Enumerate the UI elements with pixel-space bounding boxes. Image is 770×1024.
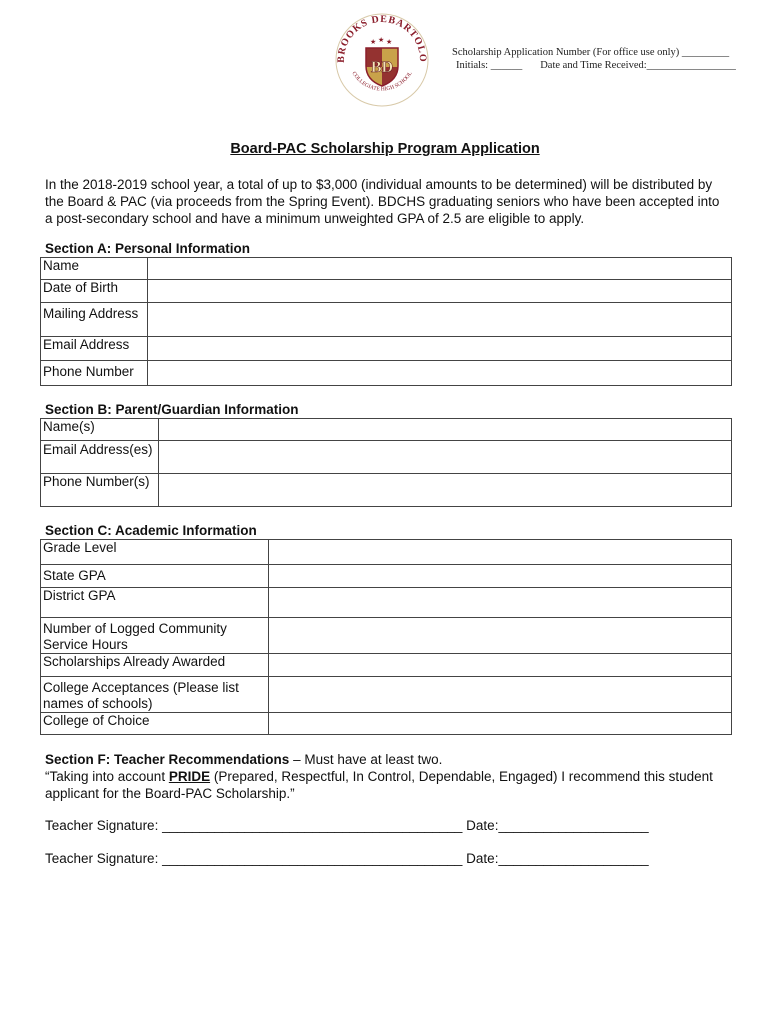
- section-f-block: [45, 751, 725, 802]
- academic-info-table: [40, 539, 732, 735]
- name-field[interactable]: [148, 258, 732, 280]
- svg-text:BD: BD: [370, 59, 394, 76]
- section-a-heading: Section A: Personal Information: [45, 241, 251, 256]
- guardian-phones-field[interactable]: [159, 474, 732, 507]
- row-label: Name: [41, 258, 148, 280]
- guardian-emails-field[interactable]: [159, 441, 732, 474]
- section-c-heading: Section C: Academic Information: [45, 523, 257, 538]
- row-label: District GPA: [41, 588, 269, 618]
- date-received-line: Date and Time Received:_________________: [540, 60, 736, 71]
- row-label: Mailing Address: [41, 303, 148, 337]
- parent-info-table: [40, 418, 732, 507]
- phone-number-field[interactable]: [148, 361, 732, 386]
- application-number-line: Scholarship Application Number (For office use only) _________: [452, 47, 730, 58]
- table-row: [41, 258, 732, 280]
- intro-paragraph: In the 2018-2019 school year, a total of up to $3,000 (individual amounts to be determined) will be distributed by the Board & PAC (via proceeds from the Spring Event). BDCHS graduating seniors who have been accepted into a post-secondary school and have a minimum unweighted GPA of 2.5 are eligible to apply.: [45, 177, 720, 226]
- college-acceptances-field[interactable]: [269, 677, 732, 713]
- row-label: Phone Number: [41, 361, 148, 386]
- row-label: Grade Level: [41, 540, 269, 565]
- table-row: [41, 419, 732, 441]
- teacher-signature-1[interactable]: [45, 817, 649, 834]
- table-row: [41, 565, 732, 588]
- community-service-hours-field[interactable]: [269, 618, 732, 654]
- svg-text:COLLEGIATE HIGH SCHOOL: COLLEGIATE HIGH SCHOOL: [350, 70, 414, 93]
- initials-line: Initials: ______: [456, 60, 523, 71]
- table-row: [41, 303, 732, 337]
- quote-prefix: “Taking into account: [45, 769, 169, 784]
- table-row: [41, 654, 732, 677]
- district-gpa-field[interactable]: [269, 588, 732, 618]
- page-title: Board-PAC Scholarship Program Application: [230, 141, 540, 157]
- email-address-field[interactable]: [148, 337, 732, 361]
- table-row: [41, 441, 732, 474]
- scholarships-awarded-field[interactable]: [269, 654, 732, 677]
- row-label: Scholarships Already Awarded: [41, 654, 269, 677]
- section-f-note: – Must have at least two.: [289, 752, 443, 767]
- table-row: [41, 618, 732, 654]
- row-label: Name(s): [41, 419, 159, 441]
- row-label: Email Address: [41, 337, 148, 361]
- school-crest-logo: [330, 6, 434, 110]
- row-label: College of Choice: [41, 713, 269, 735]
- section-f-heading: Section F: Teacher Recommendations: [45, 752, 290, 767]
- signature-date-line: Date:____________________: [466, 818, 649, 833]
- table-row: [41, 588, 732, 618]
- grade-level-field[interactable]: [269, 540, 732, 565]
- signature-line-label: Teacher Signature: ________________________________________: [45, 818, 463, 833]
- guardian-names-field[interactable]: [159, 419, 732, 441]
- row-label: Number of Logged Community Service Hours: [41, 618, 269, 654]
- personal-info-table: [40, 257, 732, 386]
- table-row: [41, 361, 732, 386]
- table-row: [41, 337, 732, 361]
- mailing-address-field[interactable]: [148, 303, 732, 337]
- table-row: [41, 713, 732, 735]
- svg-text:★: ★: [370, 39, 377, 46]
- state-gpa-field[interactable]: [269, 565, 732, 588]
- college-of-choice-field[interactable]: [269, 713, 732, 735]
- svg-text:★: ★: [386, 39, 393, 46]
- date-of-birth-field[interactable]: [148, 280, 732, 303]
- crest-stars: [370, 36, 392, 46]
- row-label: Date of Birth: [41, 280, 148, 303]
- office-use-block: [452, 46, 736, 72]
- signature-date-line: Date:____________________: [466, 851, 649, 866]
- row-label: Phone Number(s): [41, 474, 159, 507]
- svg-text:BROOKS DEBARTOLO: BROOKS DEBARTOLO: [335, 13, 429, 63]
- signature-line-label: Teacher Signature: ________________________________________: [45, 851, 463, 866]
- row-label: Email Address(es): [41, 441, 159, 474]
- table-row: [41, 540, 732, 565]
- table-row: [41, 474, 732, 507]
- table-row: [41, 280, 732, 303]
- section-b-heading: Section B: Parent/Guardian Information: [45, 402, 299, 417]
- teacher-signature-2[interactable]: [45, 850, 649, 867]
- table-row: [41, 677, 732, 713]
- row-label: State GPA: [41, 565, 269, 588]
- quote-suffix: (Prepared, Respectful, In Control, Dependable, Engaged) I recommend this student applicant for the Board-PAC Scholarship.”: [45, 769, 713, 801]
- pride-term: PRIDE: [168, 769, 211, 784]
- svg-text:★: ★: [378, 37, 385, 44]
- row-label: College Acceptances (Please list names of schools): [41, 677, 269, 713]
